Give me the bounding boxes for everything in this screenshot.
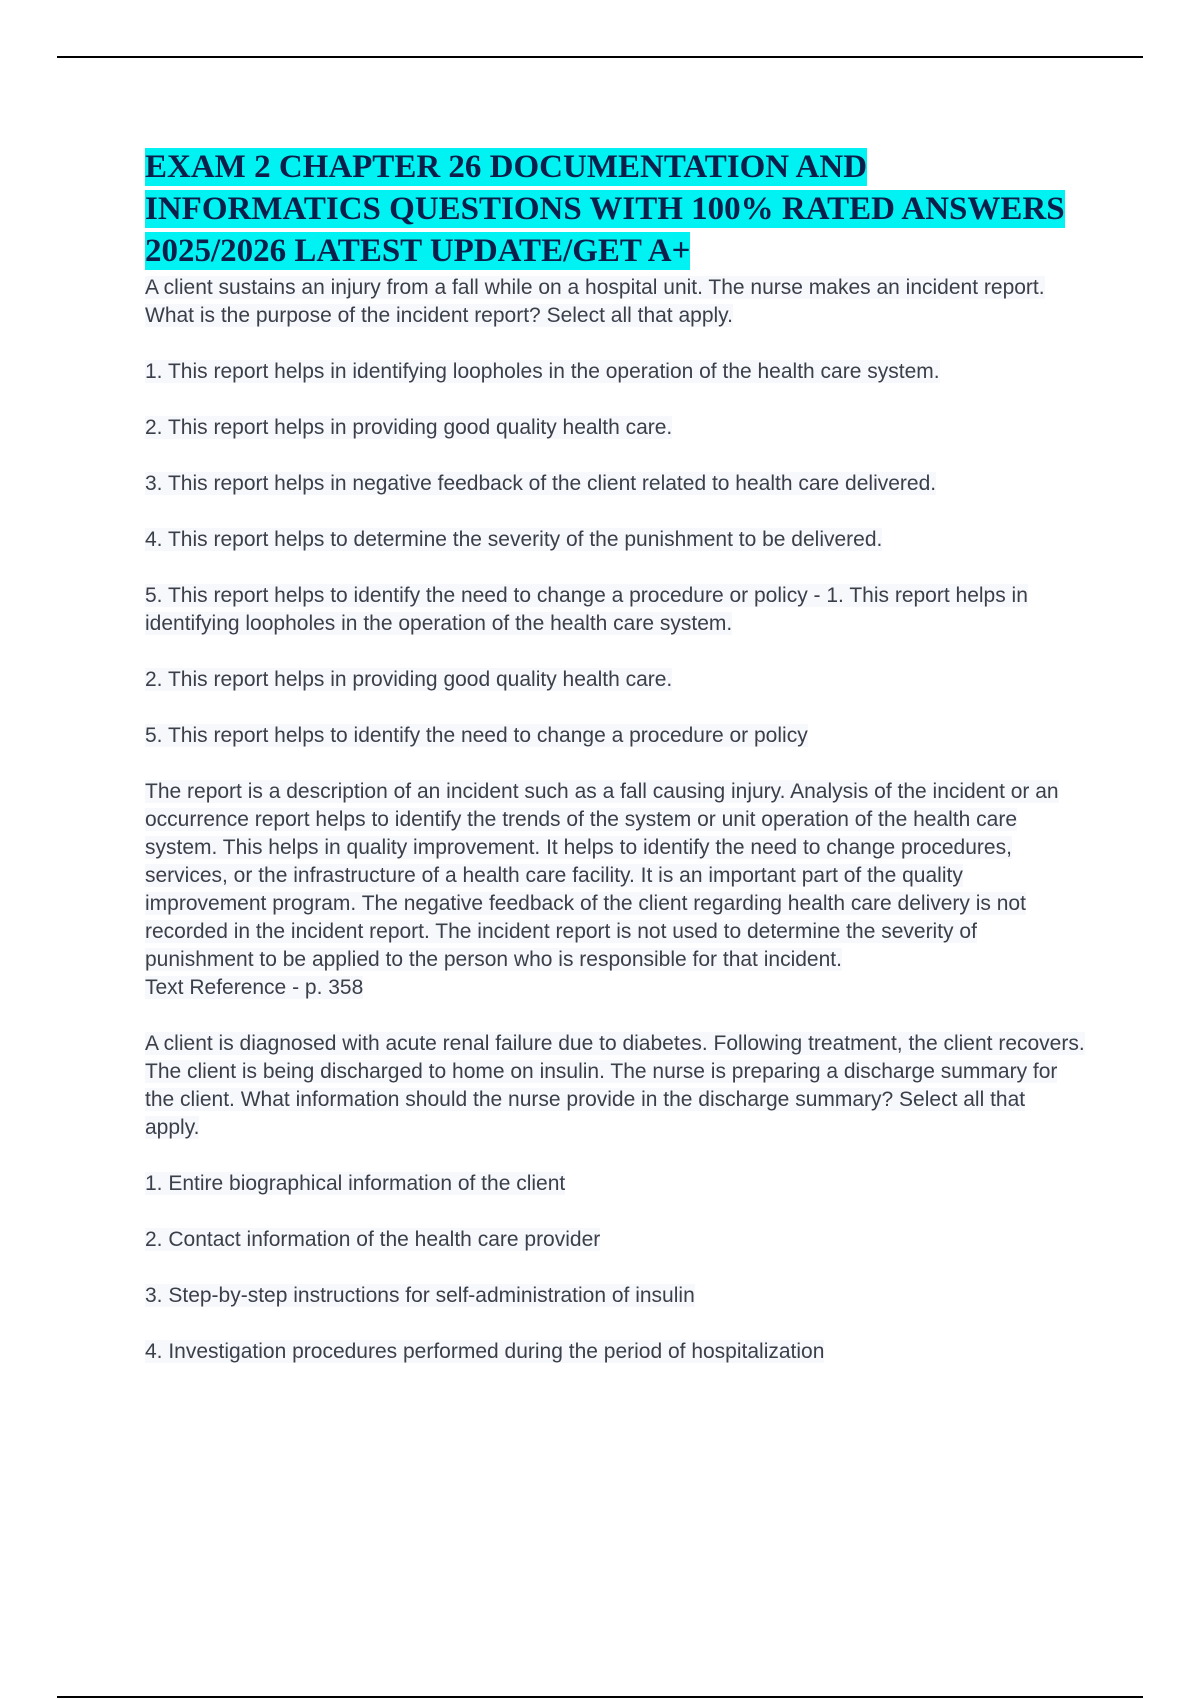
question-2-option: 3. Step-by-step instructions for self-administration of insulin xyxy=(145,1284,695,1307)
question-1-option: 3. This report helps in negative feedback of the client related to health care delivered. xyxy=(145,472,937,495)
question-2-option: 2. Contact information of the health care provider xyxy=(145,1228,601,1251)
question-1-answer: 2. This report helps in providing good quality health care. xyxy=(145,668,673,691)
question-1-option: 5. This report helps to identify the need to change a procedure or policy - 1. This report helps in identifying loopholes in the operation of the health care system. xyxy=(145,584,1028,635)
question-2-prompt: A client is diagnosed with acute renal failure due to diabetes. Following treatment, the client recovers. The client is being discharged to home on insulin. The nurse is preparing a discharge summary for the client. What information should the nurse provide in the discharge summary? Select all that apply. xyxy=(145,1032,1085,1139)
question-1-reference: Text Reference - p. 358 xyxy=(145,976,364,999)
question-1-prompt: A client sustains an injury from a fall while on a hospital unit. The nurse makes an incident report. What is the purpose of the incident report? Select all that apply. xyxy=(145,276,1045,327)
question-1-option: 2. This report helps in providing good quality health care. xyxy=(145,416,673,439)
question-2-option: 4. Investigation procedures performed during the period of hospitalization xyxy=(145,1340,825,1363)
top-rule xyxy=(57,56,1143,58)
question-1-option: 4. This report helps to determine the severity of the punishment to be delivered. xyxy=(145,528,883,551)
question-1-option: 1. This report helps in identifying loopholes in the operation of the health care system. xyxy=(145,360,940,383)
bottom-rule xyxy=(57,1696,1143,1698)
title-highlight: EXAM 2 CHAPTER 26 DOCUMENTATION AND INFORMATICS QUESTIONS WITH 100% RATED ANSWERS 2025/2026 LATEST UPDATE/GET A+ xyxy=(145,149,1065,269)
document-body xyxy=(145,146,1085,1366)
question-1-answer: 5. This report helps to identify the need to change a procedure or policy xyxy=(145,724,808,747)
question-1-rationale: The report is a description of an incident such as a fall causing injury. Analysis of the incident or an occurrence report helps to identify the trends of the system or unit operation of the health care system. This helps in quality improvement. It helps to identify the need to change procedures, services, or the infrastructure of a health care facility. It is an important part of the quality improvement program. The negative feedback of the client regarding health care delivery is not recorded in the incident report. The incident report is not used to determine the severity of punishment to be applied to the person who is responsible for that incident. xyxy=(145,780,1059,971)
question-2-option: 1. Entire biographical information of the client xyxy=(145,1172,566,1195)
document-title xyxy=(145,146,1085,272)
